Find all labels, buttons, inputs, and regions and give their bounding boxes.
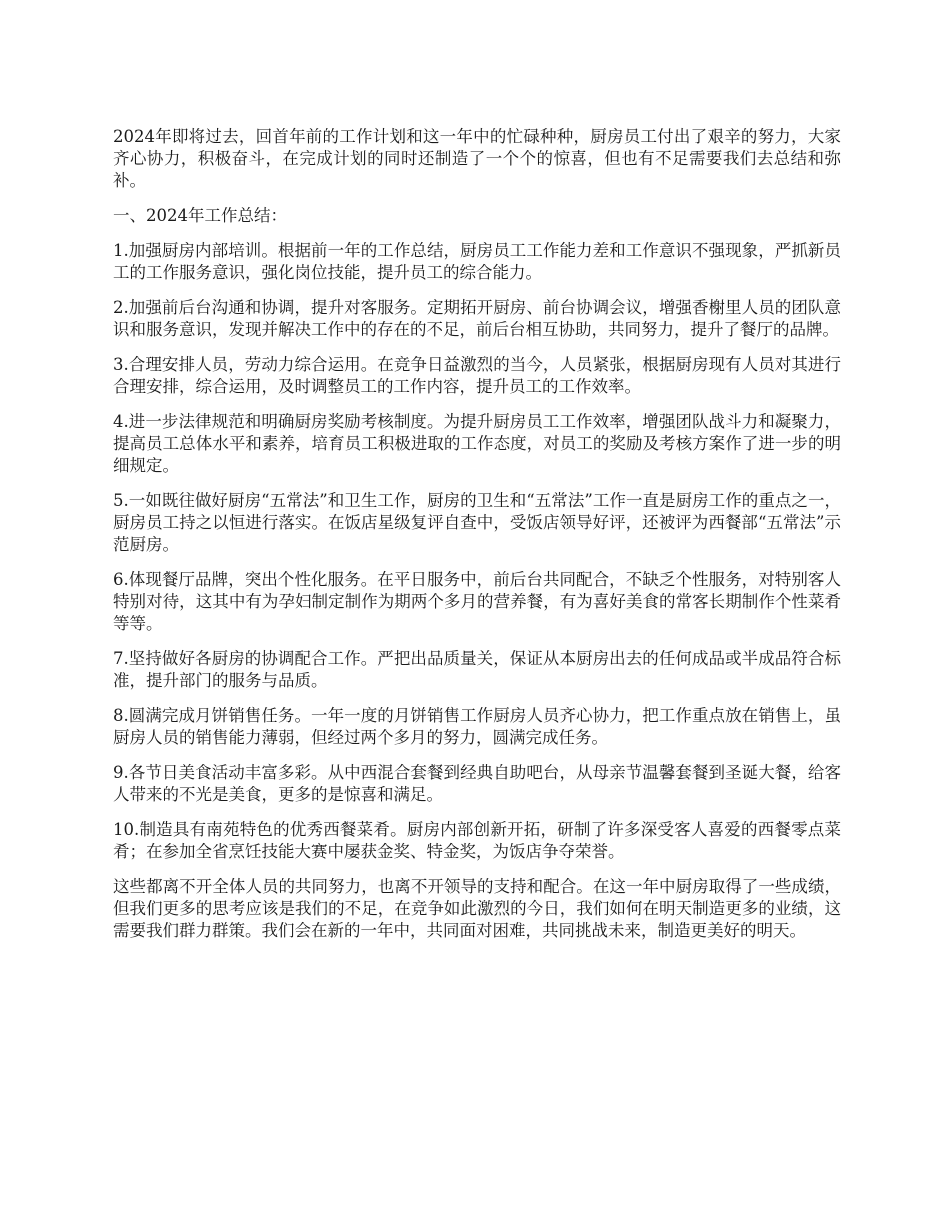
item-paragraph-2: 2.加强前后台沟通和协调，提升对客服务。定期拓开厨房、前台协调会议，增强香榭里人员的团队意识和服务意识，发现并解决工作中的存在的不足，前后台相互协助，共同努力，提升了餐厅的品牌。 xyxy=(113,298,841,339)
closing-paragraph: 这些都离不开全体人员的共同努力，也离不开领导的支持和配合。在这一年中厨房取得了一些成绩，但我们更多的思考应该是我们的不足，在竞争如此激烈的今日，我们如何在明天制造更多的业绩，这需要我们群力群策。我们会在新的一年中，共同面对困难，共同挑战未来，制造更美好的明天。 xyxy=(113,877,841,940)
item-paragraph-6: 6.体现餐厅品牌，突出个性化服务。在平日服务中，前后台共同配合，不缺乏个性服务，对特别客人特别对待，这其中有为孕妇制定制作为期两个多月的营养餐，有为喜好美食的常客长期制作个性菜肴等等。 xyxy=(113,570,841,633)
item-paragraph-4: 4.进一步法律规范和明确厨房奖励考核制度。为提升厨房员工工作效率，增强团队战斗力和凝聚力，提高员工总体水平和素养，培育员工积极进取的工作态度，对员工的奖励及考核方案作了进一步的明细规定。 xyxy=(113,412,841,475)
item-paragraph-7: 7.坚持做好各厨房的协调配合工作。严把出品质量关，保证从本厨房出去的任何成品或半成品符合标准，提升部门的服务与品质。 xyxy=(113,649,841,690)
item-paragraph-8: 8.圆满完成月饼销售任务。一年一度的月饼销售工作厨房人员齐心协力，把工作重点放在销售上，虽厨房人员的销售能力薄弱，但经过两个多月的努力，圆满完成任务。 xyxy=(113,706,841,747)
item-paragraph-9: 9.各节日美食活动丰富多彩。从中西混合套餐到经典自助吧台，从母亲节温馨套餐到圣诞大餐，给客人带来的不光是美食，更多的是惊喜和满足。 xyxy=(113,763,841,804)
intro-paragraph: 2024年即将过去，回首年前的工作计划和这一年中的忙碌种种，厨房员工付出了艰辛的努力，大家齐心协力，积极奋斗，在完成计划的同时还制造了一个个的惊喜，但也有不足需要我们去总结和弥补。 xyxy=(113,127,841,190)
section-heading: 一、2024年工作总结： xyxy=(113,206,287,225)
item-paragraph-1: 1.加强厨房内部培训。根据前一年的工作总结，厨房员工工作能力差和工作意识不强现象，严抓新员工的工作服务意识，强化岗位技能，提升员工的综合能力。 xyxy=(113,241,841,282)
item-paragraph-5: 5.一如既往做好厨房“五常法”和卫生工作，厨房的卫生和“五常法”工作一直是厨房工作的重点之一，厨房员工持之以恒进行落实。在饭店星级复评自查中，受饭店领导好评，还被评为西餐部“五常法”示范厨房。 xyxy=(113,491,841,554)
item-paragraph-10: 10.制造具有南苑特色的优秀西餐菜肴。厨房内部创新开拓，研制了许多深受客人喜爱的西餐零点菜肴；在参加全省烹饪技能大赛中屡获金奖、特金奖，为饭店争夺荣誉。 xyxy=(113,820,841,861)
document-body xyxy=(113,126,841,955)
item-paragraph-3: 3.合理安排人员，劳动力综合运用。在竞争日益激烈的当今，人员紧张，根据厨房现有人员对其进行合理安排，综合运用，及时调整员工的工作内容，提升员工的工作效率。 xyxy=(113,355,841,396)
